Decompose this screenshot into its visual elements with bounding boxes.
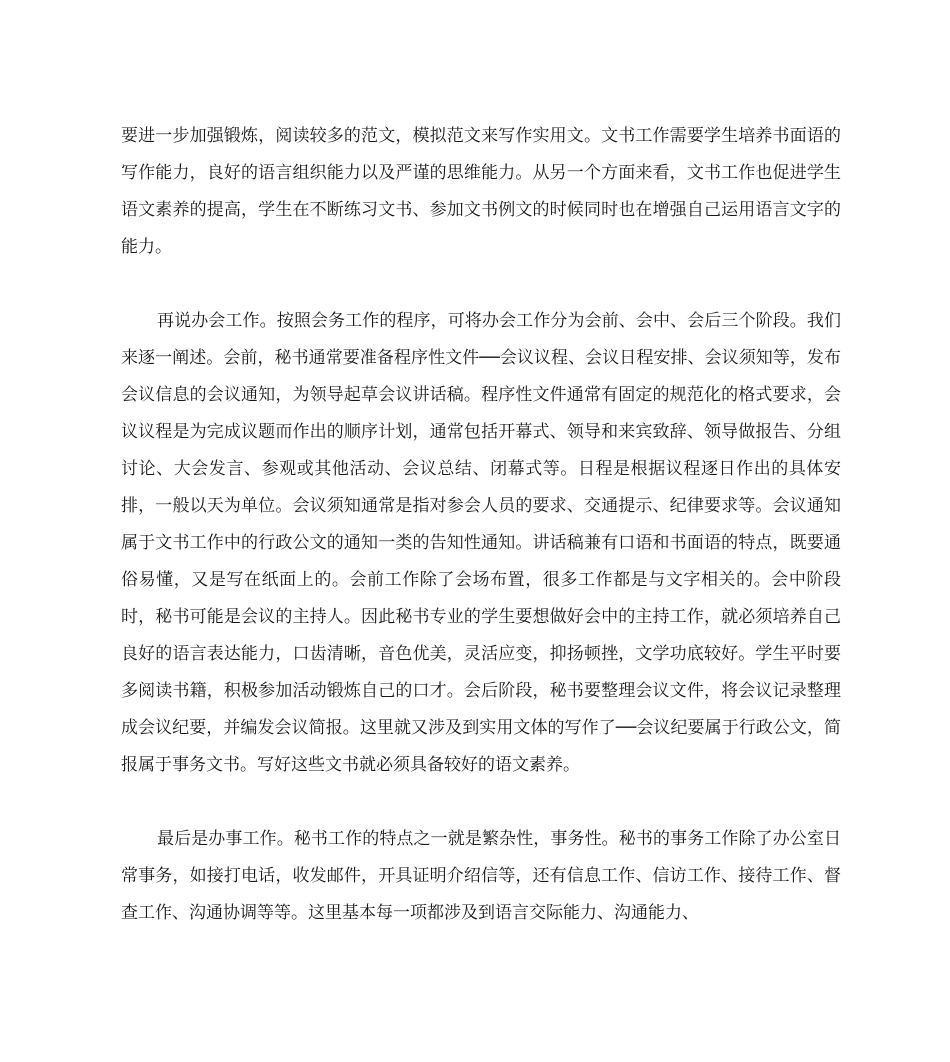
- document-body: [121, 118, 841, 932]
- paragraph-1: 要进一步加强锻炼，阅读较多的范文，模拟范文来写作实用文。文书工作需要学生培养书面语的写作能力，良好的语言组织能力以及严谨的思维能力。从另一个方面来看，文书工作也促进学生语文素养的提高，学生在不断练习文书、参加文书例文的时候同时也在增强自己运用语言文字的能力。: [121, 126, 841, 257]
- paragraph-gap: [121, 784, 841, 821]
- paragraph-3: 最后是办事工作。秘书工作的特点之一就是繁杂性，事务性。秘书的事务工作除了办公室日常事务，如接打电话，收发邮件，开具证明介绍信等，还有信息工作、信访工作、接待工作、督查工作、沟通协调等等。这里基本每一项都涉及到语言交际能力、沟通能力、: [121, 829, 841, 923]
- paragraph-gap: [121, 266, 841, 303]
- paragraph-2: 再说办会工作。按照会务工作的程序，可将办会工作分为会前、会中、会后三个阶段。我们来逐一阐述。会前，秘书通常要准备程序性文件──会议议程、会议日程安排、会议须知等，发布会议信息的会议通知，为领导起草会议讲话稿。程序性文件通常有固定的规范化的格式要求，会议议程是为完成议题而作出的顺序计划，通常包括开幕式、领导和来宾致辞、领导做报告、分组讨论、大会发言、参观或其他活动、会议总结、闭幕式等。日程是根据议程逐日作出的具体安排，一般以天为单位。会议须知通常是指对参会人员的要求、交通提示、纪律要求等。会议通知属于文书工作中的行政公文的通知一类的告知性通知。讲话稿兼有口语和书面语的特点，既要通俗易懂，又是写在纸面上的。会前工作除了会场布置，很多工作都是与文字相关的。会中阶段时，秘书可能是会议的主持人。因此秘书专业的学生要想做好会中的主持工作，就必须培养自己良好的语言表达能力，口齿清晰，音色优美，灵活应变，抑扬顿挫，文学功底较好。学生平时要多阅读书籍，积极参加活动锻炼自己的口才。会后阶段，秘书要整理会议文件，将会议记录整理成会议纪要，并编发会议简报。这里就又涉及到实用文体的写作了──会议纪要属于行政公文，简报属于事务文书。写好这些文书就必须具备较好的语文素养。: [121, 311, 841, 775]
